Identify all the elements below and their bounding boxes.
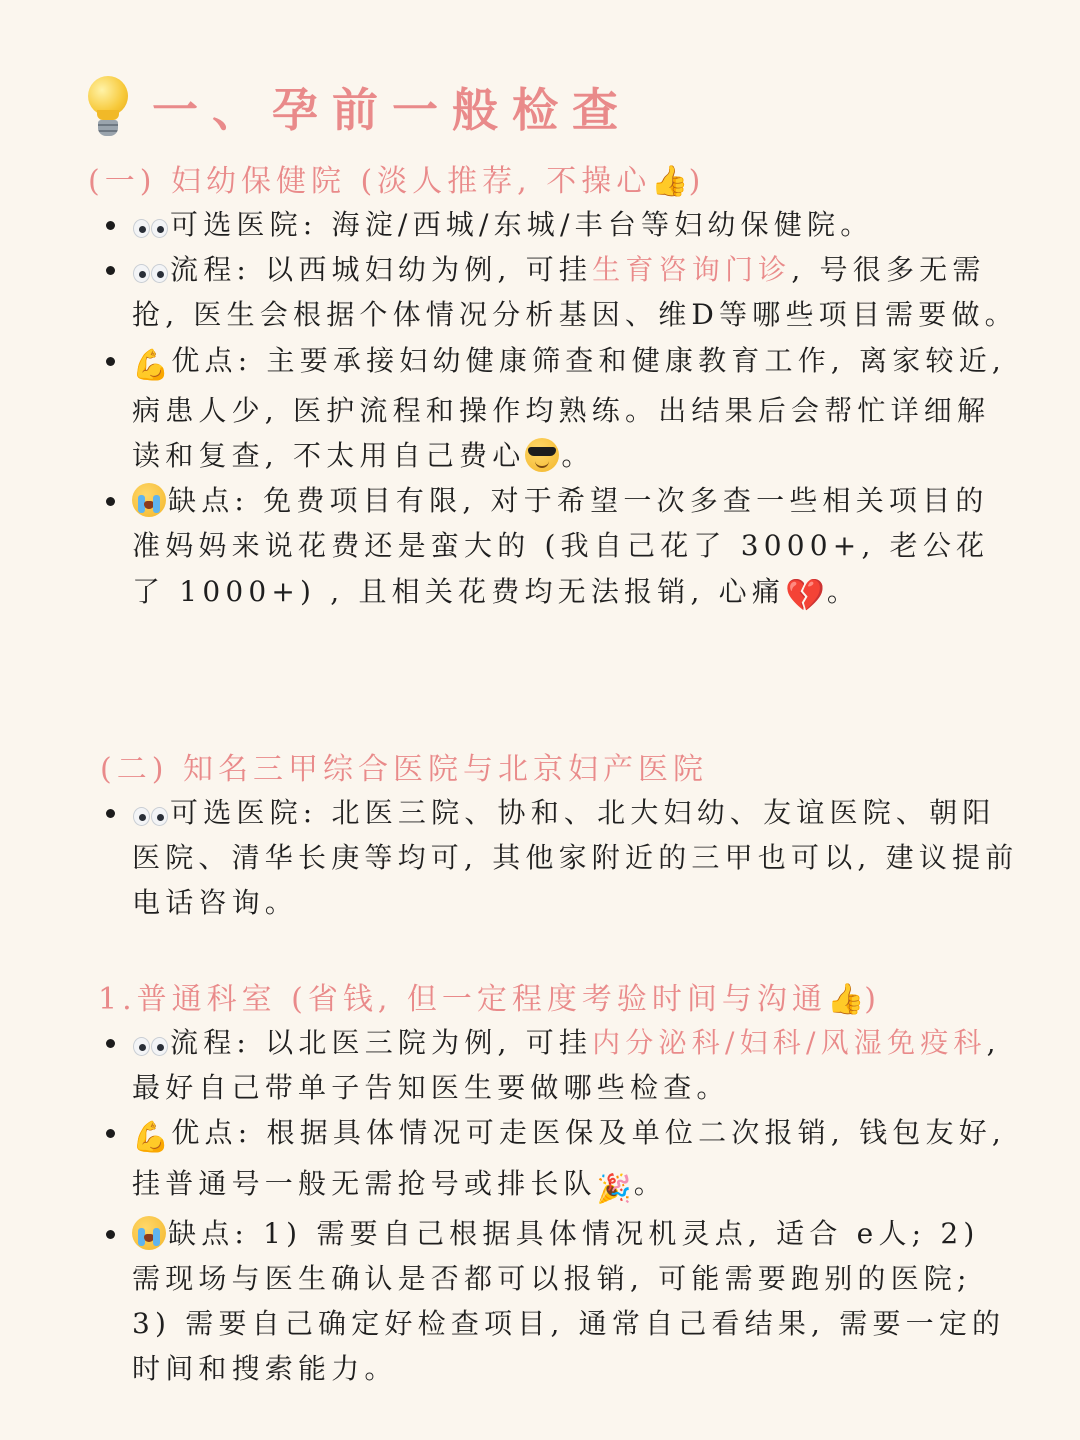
eyes-icon	[132, 260, 168, 284]
eyes-icon	[132, 1033, 168, 1057]
section-heading-end: )	[688, 164, 706, 199]
item-text: 。	[561, 439, 595, 473]
highlight-text: 生育咨询门诊	[592, 253, 792, 287]
loudly-crying-face-icon	[132, 1216, 166, 1250]
flexed-biceps-icon: 💪	[132, 1120, 170, 1156]
item-text: 优点: 根据具体情况可走医保及单位二次报销, 钱包友好, 挂普通号一般无需抢号或排长队	[132, 1116, 1006, 1200]
section-1-list	[100, 202, 1020, 618]
section-heading-maternal-child-hospital	[88, 156, 705, 200]
item-text: 可选医院: 海淀/西城/东城/丰台等妇幼保健院。	[170, 208, 874, 241]
item-text: , 最好自己带单子告知医生要做哪些检查。	[132, 1026, 1001, 1105]
section-2-list	[100, 790, 1020, 926]
item-text: , 号很多无需抢, 医生会根据个体情况分析基因、维D等哪些项目需要做。	[132, 253, 1018, 332]
list-item	[100, 338, 1020, 479]
thumbs-up-icon: 👍	[826, 982, 865, 1017]
thumbs-up-icon: 👍	[651, 164, 689, 199]
list-item	[100, 790, 1020, 926]
list-item	[100, 1020, 1020, 1110]
list-item	[100, 478, 1020, 618]
section-3-list	[100, 1020, 1020, 1392]
item-text: 流程: 以北医三院为例, 可挂	[170, 1026, 593, 1059]
section-heading-text: (一) 妇幼保健院 (淡人推荐, 不操心	[88, 164, 652, 199]
lightbulb-icon	[86, 76, 130, 138]
title-row	[86, 72, 632, 142]
item-text: 优点: 主要承接妇幼健康筛查和健康教育工作, 离家较近, 病患人少, 医护流程和操作均熟练。出结果后会帮忙详细解读和复查, 不太用自己费心	[132, 343, 1006, 473]
item-text: 流程: 以西城妇幼为例, 可挂	[170, 253, 593, 287]
list-item	[100, 202, 1020, 247]
section-heading-tertiary-hospitals: (二) 知名三甲综合医院与北京妇产医院	[100, 752, 708, 787]
item-text: 缺点: 1) 需要自己根据具体情况机灵点, 适合 e人; 2) 需现场与医生确认是否都可以报销, 可能需要跑别的医院; 3) 需要自己确定好检查项目, 通常自己看结果, 需要一定的时间和搜索能力。	[132, 1216, 1006, 1386]
page-title: 一、孕前一般检查	[152, 83, 632, 137]
list-item	[100, 1110, 1020, 1210]
flexed-biceps-icon: 💪	[132, 347, 170, 383]
loudly-crying-face-icon	[132, 483, 166, 517]
list-item	[100, 1211, 1020, 1392]
item-text: 。	[633, 1166, 667, 1200]
eyes-icon	[132, 803, 168, 827]
highlight-text: 内分泌科/妇科/风湿免疫科	[592, 1026, 987, 1059]
party-popper-icon: 🎉	[596, 1171, 632, 1205]
sunglasses-face-icon	[525, 438, 559, 472]
eyes-icon	[132, 215, 168, 239]
item-text: 可选医院: 北医三院、协和、北大妇幼、友谊医院、朝阳医院、清华长庚等均可, 其他家附近的三甲也可以, 建议提前电话咨询。	[132, 796, 1019, 920]
list-item	[100, 247, 1020, 337]
broken-heart-icon: 💔	[785, 575, 825, 614]
section-heading-end: )	[864, 982, 882, 1017]
section-heading-general-department	[98, 974, 881, 1018]
item-text: 缺点: 免费项目有限, 对于希望一次多查一些相关项目的准妈妈来说花费还是蛮大的 (我自己花了 3000+, 老公花了 1000+) , 且相关花费均无法报销, 心痛	[132, 484, 990, 608]
section-heading-text: 1.普通科室 (省钱, 但一定程度考验时间与沟通	[98, 982, 827, 1017]
item-text: 。	[826, 574, 861, 608]
